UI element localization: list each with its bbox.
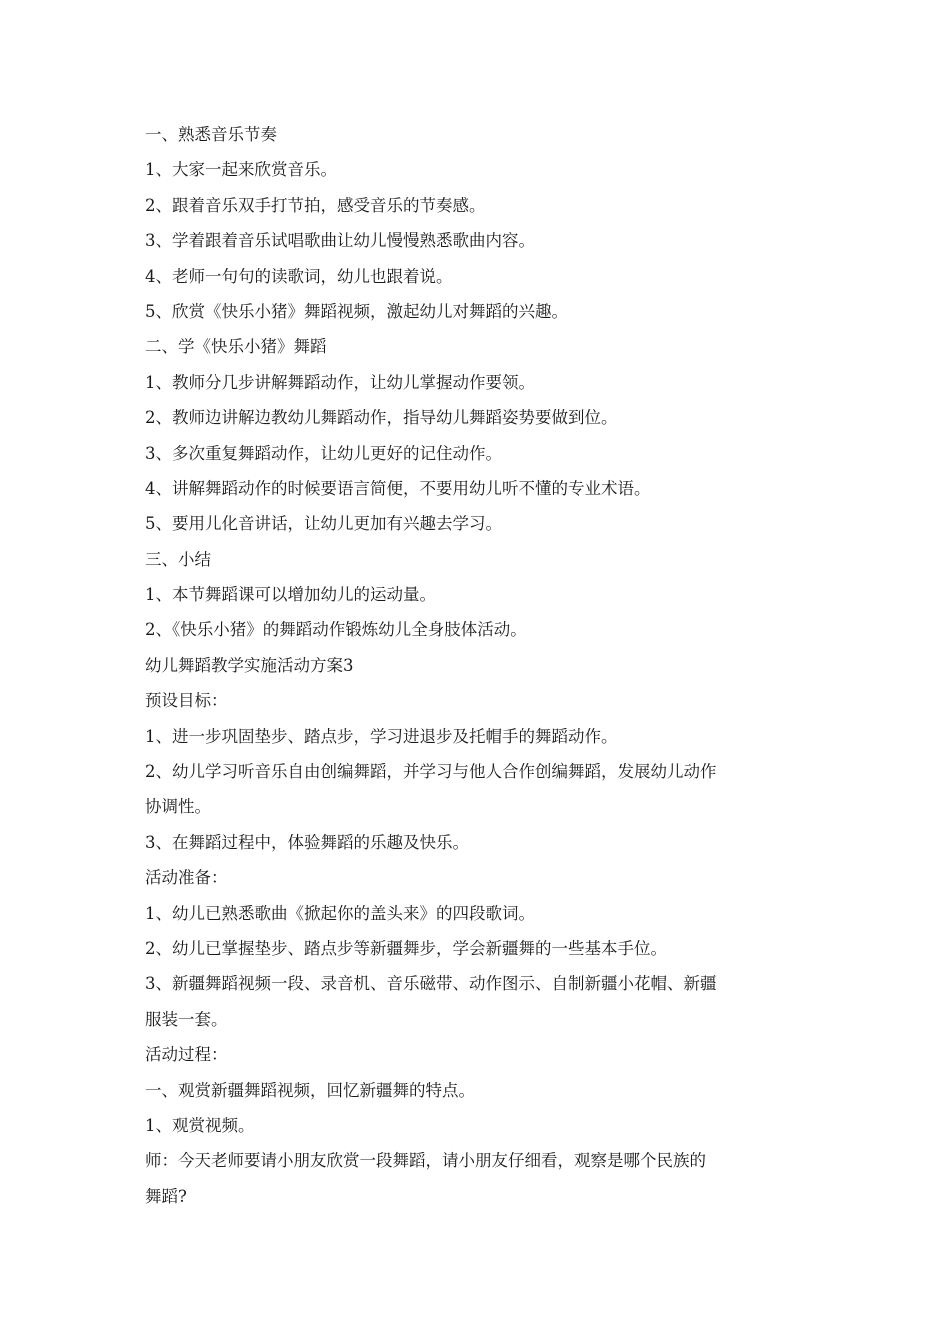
list-item: 2、跟着音乐双手打节拍，感受音乐的节奏感。 — [145, 195, 486, 215]
list-item: 3、新疆舞蹈视频一段、录音机、音乐磁带、动作图示、自制新疆小花帽、新疆 — [145, 974, 717, 994]
section-heading: 一、观赏新疆舞蹈视频，回忆新疆舞的特点。 — [145, 1080, 475, 1100]
subsection-heading-preparation: 活动准备： — [145, 868, 228, 888]
list-item: 2、教师边讲解边教幼儿舞蹈动作，指导幼儿舞蹈姿势要做到位。 — [145, 408, 618, 428]
list-item: 2、《快乐小猪》的舞蹈动作锻炼幼儿全身肢体活动。 — [145, 620, 527, 640]
section-heading-1: 一、熟悉音乐节奏 — [145, 125, 277, 144]
list-item: 4、老师一句句的读歌词，幼儿也跟着说。 — [145, 266, 453, 286]
dialogue-line: 师：今天老师要请小朋友欣赏一段舞蹈，请小朋友仔细看，观察是哪个民族的 — [145, 1151, 706, 1171]
plan-title: 幼儿舞蹈教学实施活动方案3 — [145, 655, 354, 675]
list-item: 1、进一步巩固垫步、踏点步，学习进退步及托帽手的舞蹈动作。 — [145, 726, 618, 746]
list-item: 3、多次重复舞蹈动作，让幼儿更好的记住动作。 — [145, 443, 502, 463]
list-item: 1、教师分几步讲解舞蹈动作，让幼儿掌握动作要领。 — [145, 372, 535, 392]
list-item: 2、幼儿学习听音乐自由创编舞蹈，并学习与他人合作创编舞蹈，发展幼儿动作 — [145, 762, 717, 782]
list-item: 4、讲解舞蹈动作的时候要语言简便，不要用幼儿听不懂的专业术语。 — [145, 478, 651, 498]
list-item: 1、大家一起来欣赏音乐。 — [145, 160, 337, 180]
list-item: 5、要用儿化音讲话，让幼儿更加有兴趣去学习。 — [145, 514, 502, 534]
list-item-continuation: 协调性。 — [145, 797, 211, 817]
list-item: 2、幼儿已掌握垫步、踏点步等新疆舞步，学会新疆舞的一些基本手位。 — [145, 938, 667, 958]
subsection-heading-process: 活动过程： — [145, 1045, 228, 1065]
list-item: 1、本节舞蹈课可以增加幼儿的运动量。 — [145, 585, 436, 605]
subsection-heading-goals: 预设目标： — [145, 691, 228, 711]
list-item: 3、在舞蹈过程中，体验舞蹈的乐趣及快乐。 — [145, 832, 469, 852]
section-heading-2: 二、学《快乐小猪》舞蹈 — [145, 337, 327, 357]
list-item-continuation: 服装一套。 — [145, 1009, 228, 1029]
list-item: 3、学着跟着音乐试唱歌曲让幼儿慢慢熟悉歌曲内容。 — [145, 231, 535, 251]
dialogue-line-continuation: 舞蹈? — [145, 1186, 187, 1206]
document-body — [145, 117, 813, 1214]
list-item: 1、观赏视频。 — [145, 1115, 255, 1135]
list-item: 1、幼儿已熟悉歌曲《掀起你的盖头来》的四段歌词。 — [145, 903, 535, 923]
list-item: 5、欣赏《快乐小猪》舞蹈视频，激起幼儿对舞蹈的兴趣。 — [145, 301, 568, 321]
section-heading-3: 三、小结 — [145, 549, 211, 569]
